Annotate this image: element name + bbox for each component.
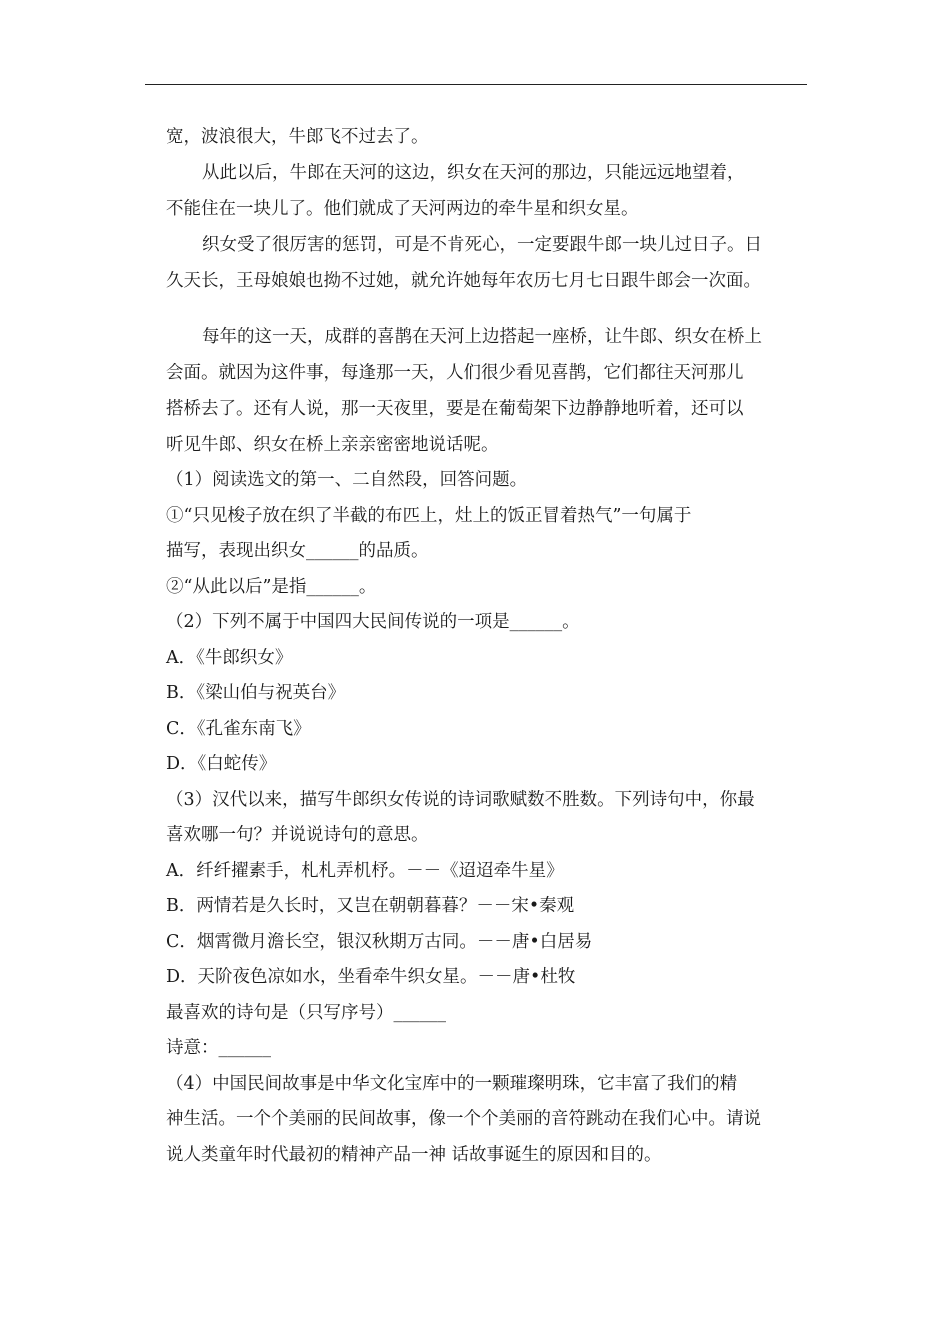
question-4-line: 神生活。一个个美丽的民间故事，像一个个美丽的音符跳动在我们心中。请说 [166, 1109, 761, 1129]
question-2-option-a: A．《牛郎织女》 [166, 647, 293, 668]
question-2-option-b: B．《梁山伯与祝英台》 [166, 683, 346, 703]
question-4-line: 说人类童年时代最初的精神产品一神 话故事诞生的原因和目的。 [166, 1144, 662, 1165]
question-1-sub2: ②“从此以后”是指______。 [166, 576, 377, 597]
passage-line: 听见牛郎、织女在桥上亲亲密密地说话呢。 [166, 435, 499, 455]
passage-line: 久天长，王母娘娘也拗不过她，就允许她每年农历七月七日跟牛郎会一次面。 [166, 271, 761, 291]
question-2-stem: （2）下列不属于中国四大民间传说的一项是______。 [166, 612, 580, 632]
passage-line: 每年的这一天，成群的喜鹊在天河上边搭起一座桥，让牛郎、织女在桥上 [202, 327, 762, 347]
document-body [166, 119, 808, 1173]
question-3-option-c: C．烟霄微月澹长空，银汉秋期万古同。－－唐•白居易 [166, 931, 593, 952]
question-3-stem: （3）汉代以来，描写牛郎织女传说的诗词歌赋数不胜数。下列诗句中，你最 [166, 789, 755, 810]
question-3-option-d: D．天阶夜色凉如水，坐看牵牛织女星。－－唐•杜牧 [166, 967, 576, 987]
question-3-option-b: B．两情若是久长时，又岂在朝朝暮暮？－－宋•秦观 [166, 896, 575, 916]
question-2-option-c: C．《孔雀东南飞》 [166, 718, 311, 739]
question-1-sub1: ①“只见梭子放在织了半截的布匹上，灶上的饭正冒着热气”一句属于 [166, 505, 692, 526]
paragraph-gap [166, 299, 808, 319]
question-3-stem-cont: 喜欢哪一句？并说说诗句的意思。 [166, 825, 429, 845]
question-1-sub1-cont: 描写，表现出织女______的品质。 [166, 541, 429, 561]
passage-line: 搭桥去了。还有人说，那一天夜里，要是在葡萄架下边静静地听着，还可以 [166, 399, 744, 419]
question-2-option-d: D．《白蛇传》 [166, 754, 277, 774]
passage-line: 宽，波浪很大，牛郎飞不过去了。 [166, 127, 429, 147]
passage-line: 织女受了很厉害的惩罚，可是不肯死心，一定要跟牛郎一块儿过日子。日 [202, 235, 762, 255]
question-4-line: （4）中国民间故事是中华文化宝库中的一颗璀璨明珠，它丰富了我们的精 [166, 1073, 738, 1094]
question-3-option-a: A．纤纤擢素手，札札弄机杼。－－《迢迢牵牛星》 [166, 860, 564, 881]
passage-line: 不能住在一块儿了。他们就成了天河两边的牵牛星和织女星。 [166, 199, 639, 219]
header-rule [145, 84, 807, 85]
question-1-stem: （1）阅读选文的第一、二自然段，回答问题。 [166, 470, 528, 490]
passage-line: 会面。就因为这件事，每逢那一天，人们很少看见喜鹊，它们都往天河那儿 [166, 363, 744, 383]
question-3-answer-meaning: 诗意：______ [166, 1038, 271, 1058]
question-3-answer-choice: 最喜欢的诗句是（只写序号）______ [166, 1002, 446, 1023]
passage-line: 从此以后，牛郎在天河的这边，织女在天河的那边，只能远远地望着， [202, 163, 745, 183]
